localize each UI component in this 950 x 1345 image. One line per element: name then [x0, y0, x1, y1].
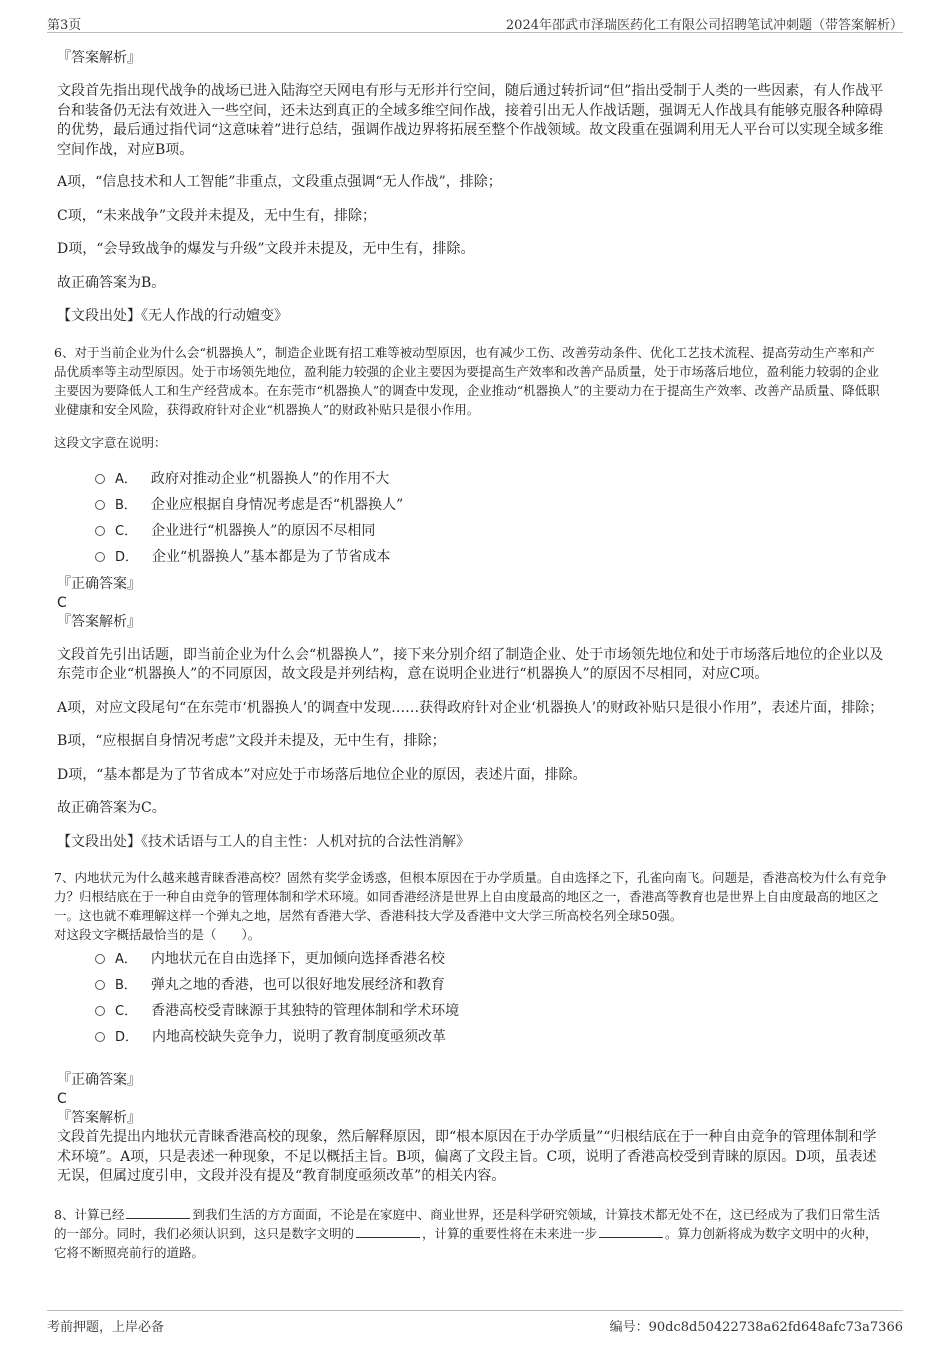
q6-analysis-label: 『答案解析』: [57, 613, 141, 630]
page-number: 第3页: [47, 18, 82, 33]
q7-option-d[interactable]: D． 内地高校缺失竞争力，说明了教育制度亟须改革: [95, 1024, 887, 1050]
q6-option-d-note: D项，“基本都是为了节省成本”对应处于市场落后地位企业的原因，表述片面，排除。: [57, 766, 587, 783]
q6-option-b-note: B项，“应根据自身情况考虑”文段并未提及，无中生有，排除；: [57, 733, 446, 749]
radio-icon[interactable]: [95, 980, 105, 990]
radio-icon[interactable]: [95, 1032, 105, 1042]
document-body: [54, 44, 887, 1262]
page-footer: [47, 1310, 903, 1335]
q5-option-d-note: D项，“会导致战争的爆发与升级”文段并未提及，无中生有，排除。: [57, 241, 475, 257]
q6-option-a[interactable]: A． 政府对推动企业“机器换人”的作用不大: [95, 466, 887, 492]
q6-conclusion: 故正确答案为C。: [57, 800, 166, 816]
q6-source: 【文段出处】《技术话语与工人的自主性：人机对抗的合法性消解》: [57, 833, 470, 850]
q5-analysis-label: 『答案解析』: [57, 50, 141, 66]
q6-stem: 6、对于当前企业为什么会“机器换人”，制造企业既有招工难等被动型原因，也有减少工伤、改善劳动条件、优化工艺技术流程、提高劳动生产率和产品优质率等主动型原因。处于市场领先地位，盈利能力较强的企业主要因为要提高生产效率和改善产品质量，处于市场落后地位，盈利能力较弱的企业主要因为要降低人工和生产经营成本。在东莞市“机器换人”的调查中发现，企业推动“机器换人”的主要动力在于提高生产效率、改善产品质量、降低职业健康和安全风险，获得政府针对企业“机器换人”的财政补贴只是很小作用。: [54, 344, 880, 417]
q7-options: [95, 946, 887, 1050]
radio-icon[interactable]: [95, 1006, 105, 1016]
q7-option-c[interactable]: C． 香港高校受青睐源于其独特的管理体制和学术环境: [95, 998, 887, 1024]
q7-option-b[interactable]: B． 弹丸之地的香港，也可以很好地发展经济和教育: [95, 972, 887, 998]
q7-analysis-label: 『答案解析』: [57, 1110, 141, 1126]
radio-icon[interactable]: [95, 552, 105, 562]
q7-answer-label: 『正确答案』: [57, 1072, 141, 1088]
q6-answer: C: [57, 594, 67, 611]
q7-analysis: 文段首先提出内地状元青睐香港高校的现象，然后解释原因，即“根本原因在于办学质量”“归根结底在于一种自由竞争的管理体制和学术环境”。A项，只是表述一种现象，不足以概括主旨。B项，偏离了文段主旨。C项，说明了香港高校受到青睐的原因。D项，虽表述无误，但属过度引申，文段并没有提及“教育制度亟须改革”的相关内容。: [57, 1129, 877, 1184]
q7-stem: 7、内地状元为什么越来越青睐香港高校？固然有奖学金诱惑，但根本原因在于办学质量。自由选择之下，孔雀向南飞。问题是，香港高校为什么有竞争力？归根结底在于一种自由竞争的管理体制和学术环境。如同香港经济是世界上自由度最高的地区之一，香港高等教育也是世界上自由度最高的地区之一。这也就不难理解这样一个弹丸之地，居然有香港大学、香港科技大学及香港中文大学三所高校名列全球50强。: [54, 870, 887, 923]
q6-option-d[interactable]: D． 企业“机器换人”基本都是为了节省成本: [95, 544, 887, 570]
footer-slogan: 考前押题，上岸必备: [47, 1320, 165, 1335]
q6-options: [95, 466, 887, 570]
q5-option-c-note: C项，“未来战争”文段并未提及，无中生有，排除；: [57, 207, 377, 224]
document-title: 2024年邵武市泽瑞医药化工有限公司招聘笔试冲刺题（带答案解析）: [505, 18, 903, 33]
page-header: [47, 10, 903, 33]
q6-option-a-note: A项，对应文段尾句“在东莞市‘机器换人’的调查中发现……获得政府针对企业‘机器换人’的财政补贴只是很小作用”，表述片面，排除；: [57, 699, 884, 716]
document-id: 编号：90dc8d50422738a62fd648afc73a7366: [609, 1320, 903, 1335]
q7-question: 对这段文字概括最恰当的是（ ）。: [54, 927, 261, 942]
q6-answer-label: 『正确答案』: [57, 575, 141, 592]
q6-option-c[interactable]: C． 企业进行“机器换人”的原因不尽相同: [95, 518, 887, 544]
fill-blank-2[interactable]: [356, 1225, 420, 1238]
q5-analysis: 文段首先指出现代战争的战场已进入陆海空天网电有形与无形并行空间，随后通过转折词“但”指出受制于人类的一些因素，有人作战平台和装备仍无法有效进入一些空间，还未达到真正的全域多维空间作战，接着引出无人作战话题，强调无人作战具有能够克服各种障碍的优势，最后通过指代词“这意味着”进行总结，强调作战边界将拓展至整个作战领域。故文段重在强调利用无人平台可以实现全域多维空间作战，对应B项。: [57, 83, 884, 158]
fill-blank-1[interactable]: [126, 1206, 190, 1219]
q7-option-a[interactable]: A． 内地状元在自由选择下，更加倾向选择香港名校: [95, 946, 887, 972]
radio-icon[interactable]: [95, 954, 105, 964]
q5-conclusion: 故正确答案为B。: [57, 274, 166, 291]
q6-option-b[interactable]: B． 企业应根据自身情况考虑是否“机器换人”: [95, 492, 887, 518]
radio-icon[interactable]: [95, 526, 105, 536]
q5-source: 【文段出处】《无人作战的行动嬗变》: [57, 308, 288, 324]
q5-option-a-note: A项，“信息技术和人工智能”非重点，文段重点强调“无人作战”，排除；: [57, 174, 502, 190]
radio-icon[interactable]: [95, 500, 105, 510]
q7-answer: C: [57, 1091, 67, 1107]
q6-question: 这段文字意在说明：: [54, 434, 167, 450]
radio-icon[interactable]: [95, 474, 105, 484]
fill-blank-3[interactable]: [599, 1225, 663, 1238]
q8-stem: 8、计算已经 到我们生活的方方面面，不论是在家庭中、商业世界，还是科学研究领域，计算技术都无处不在，这已经成为了我们日常生活的一部分。同时，我们必须认识到，这只是数字文明的 ，计算的重要性将在未来进一步 。算力创新将成为数字文明中的火种，它将不断照亮前行的道路。: [54, 1206, 880, 1260]
q6-analysis: 文段首先引出话题，即当前企业为什么会“机器换人”，接下来分别介绍了制造企业、处于市场领先地位和处于市场落后地位的企业以及东莞市企业“机器换人”的不同原因，故文段是并列结构，意在说明企业进行“机器换人”的原因不尽相同，对应C项。: [57, 646, 884, 682]
